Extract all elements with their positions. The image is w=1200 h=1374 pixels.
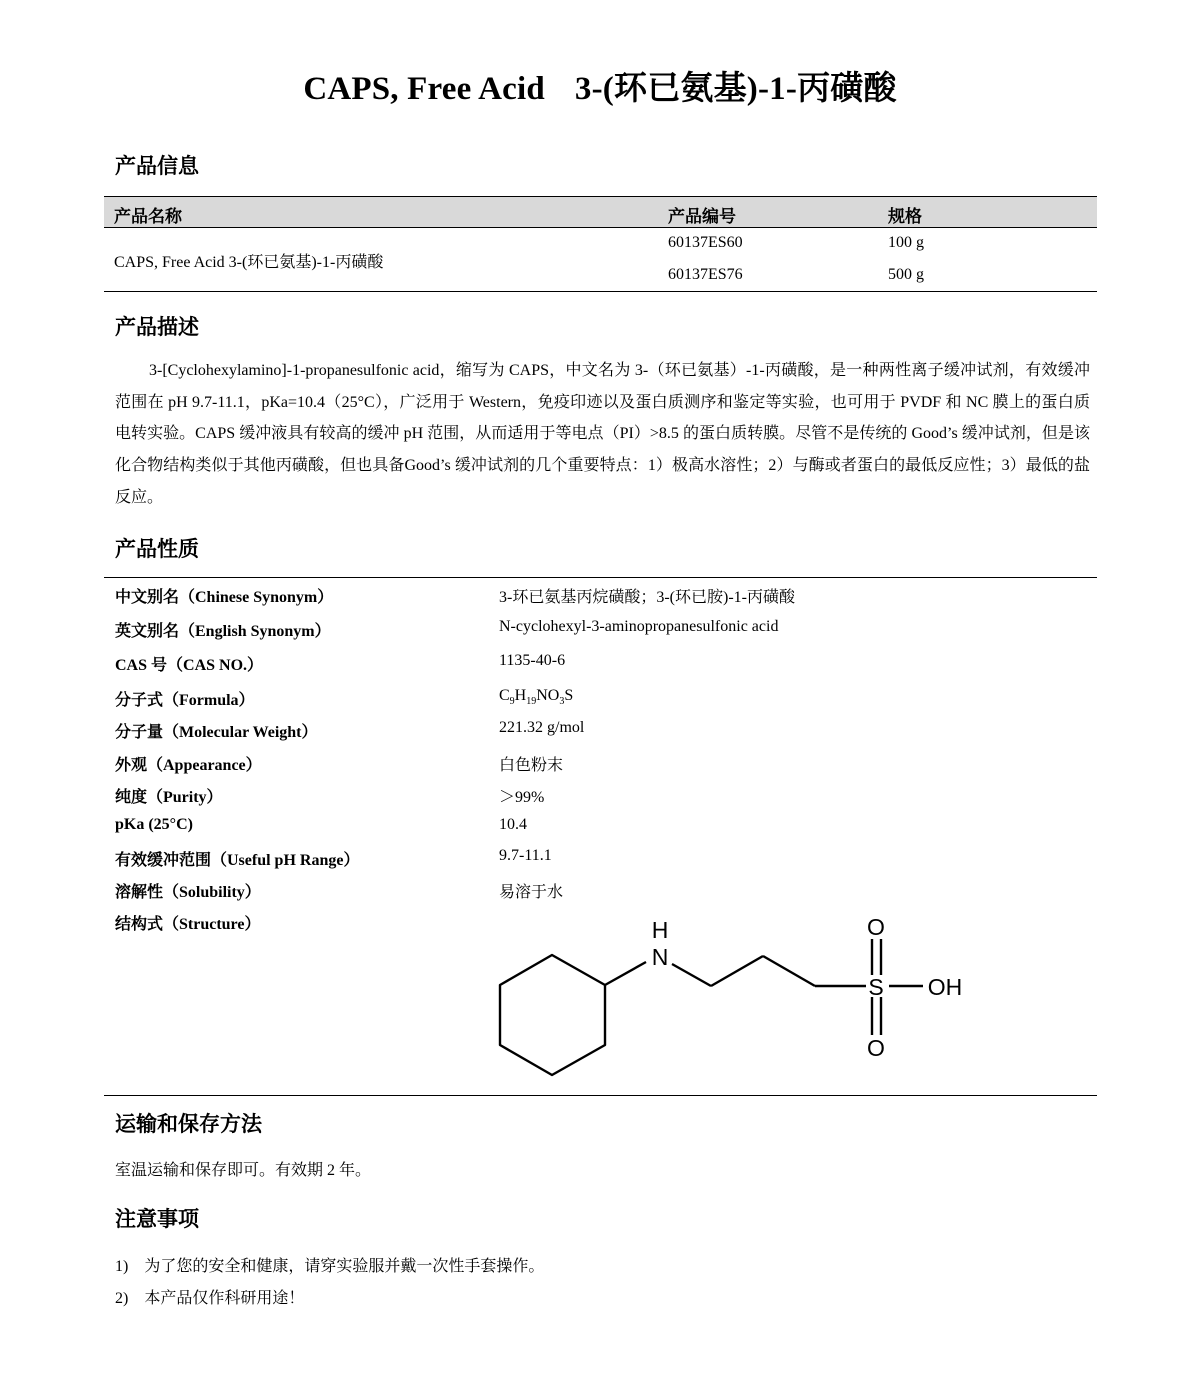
property-value: 易溶于水 bbox=[499, 884, 564, 901]
product-code-cell: 60137ES76 bbox=[668, 266, 743, 283]
property-row bbox=[115, 687, 1095, 711]
cyclohexane-ring bbox=[500, 955, 605, 1075]
property-value: 1135-40-6 bbox=[499, 652, 566, 669]
product-code-cell: 60137ES60 bbox=[668, 234, 743, 251]
property-value: 10.4 bbox=[499, 816, 527, 833]
property-row bbox=[115, 816, 1095, 840]
atom-o-top: O bbox=[867, 914, 885, 940]
product-size-cell: 100 g bbox=[888, 234, 924, 251]
bond-n-c1 bbox=[672, 964, 711, 986]
page-title bbox=[0, 62, 1200, 109]
column-header-size: 规格 bbox=[888, 207, 922, 226]
property-label: 英文别名（English Synonym） bbox=[115, 623, 331, 640]
properties-heading: 产品性质 bbox=[115, 537, 199, 561]
note-text: 为了您的安全和健康，请穿实验服并戴一次性手套操作。 bbox=[144, 1258, 545, 1275]
title-english: CAPS, Free Acid bbox=[303, 71, 545, 107]
property-label: 分子量（Molecular Weight） bbox=[115, 724, 318, 741]
notes-heading: 注意事项 bbox=[115, 1207, 199, 1231]
property-value: 白色粉末 bbox=[499, 757, 564, 774]
property-label: 纯度（Purity） bbox=[115, 789, 223, 806]
property-row bbox=[115, 584, 1095, 608]
atom-oh: OH bbox=[927, 974, 963, 1000]
description-heading: 产品描述 bbox=[115, 315, 199, 339]
note-item bbox=[115, 1253, 544, 1276]
product-size-cell: 500 g bbox=[888, 266, 924, 283]
property-row bbox=[115, 847, 1095, 871]
property-label: 结构式（Structure） bbox=[115, 916, 261, 933]
atom-s: S bbox=[868, 974, 884, 1000]
title-chinese: 3-(环已氨基)-1-丙磺酸 bbox=[574, 71, 897, 107]
property-value: 9.7-11.1 bbox=[499, 847, 552, 864]
property-label: CAS 号（CAS NO.） bbox=[115, 657, 264, 674]
bond-c1-c2 bbox=[711, 956, 763, 986]
properties-bottom-rule bbox=[104, 1095, 1097, 1096]
property-label: pKa (25°C) bbox=[115, 816, 193, 833]
note-number: 2) bbox=[115, 1290, 129, 1307]
property-value: N-cyclohexyl-3-aminopropanesulfonic acid bbox=[499, 618, 779, 635]
bond-ring-n bbox=[605, 962, 646, 985]
property-value: 3-环已氨基丙烷磺酸；3-(环已胺)-1-丙磺酸 bbox=[499, 589, 795, 606]
note-number: 1) bbox=[115, 1258, 129, 1275]
atom-o-bottom: O bbox=[867, 1035, 885, 1061]
note-item bbox=[115, 1285, 304, 1308]
property-label: 溶解性（Solubility） bbox=[115, 884, 261, 901]
property-label: 有效缓冲范围（Useful pH Range） bbox=[115, 852, 360, 869]
property-row bbox=[115, 652, 1095, 676]
column-header-name: 产品名称 bbox=[114, 207, 182, 226]
product-name-cell: CAPS, Free Acid 3-(环已氨基)-1-丙磺酸 bbox=[114, 254, 384, 271]
column-header-code: 产品编号 bbox=[668, 207, 736, 226]
atom-h: H bbox=[651, 917, 669, 943]
property-row bbox=[115, 784, 1095, 808]
chemical-structure bbox=[480, 905, 1000, 1085]
atom-n: N bbox=[651, 944, 669, 970]
product-info-heading: 产品信息 bbox=[115, 154, 199, 178]
molecular-formula: $C_9H_{19}NO_3S$ bbox=[499, 687, 574, 708]
table-bottom-rule bbox=[104, 291, 1097, 292]
property-row bbox=[115, 719, 1095, 743]
bond-c2-c3 bbox=[763, 956, 815, 986]
description-text: 3-[Cyclohexylamino]-1-propanesulfonic acid，缩写为 CAPS，中文名为 3-（环已氨基）-1-丙磺酸，是一种两性离子缓冲试剂，有效缓冲范围在 pH 9.7-11.1，pKa=10.4（25°C），广泛用于 Western，免疫印迹以及蛋白质测序和鉴定等实验，也可用于 PVDF 和 NC 膜上的蛋白质电转实验。CAPS 缓冲液具有较高的缓冲 pH 范围，从而适用于等电点（PI）>8.5 的蛋白质转膜。尽管不是传统的 Good’s 缓冲试剂，但是该化合物结构类似于其他丙磺酸，但也具备Good’s 缓冲试剂的几个重要特点：1）极高水溶性；2）与酶或者蛋白的最低反应性；3）最低的盐反应。 bbox=[115, 362, 1090, 506]
property-label: 外观（Appearance） bbox=[115, 757, 262, 774]
property-row bbox=[115, 618, 1095, 642]
storage-heading: 运输和保存方法 bbox=[115, 1112, 262, 1136]
property-value: 221.32 g/mol bbox=[499, 719, 585, 736]
storage-text: 室温运输和保存即可。有效期 2 年。 bbox=[115, 1162, 372, 1179]
note-text: 本产品仅作科研用途！ bbox=[144, 1290, 305, 1307]
properties-top-rule bbox=[104, 577, 1097, 578]
property-label: 中文别名（Chinese Synonym） bbox=[115, 589, 334, 606]
description-paragraph bbox=[115, 355, 1090, 514]
property-value: ＞99% bbox=[499, 789, 545, 806]
property-row bbox=[115, 752, 1095, 776]
property-row bbox=[115, 879, 1095, 903]
property-label: 分子式（Formula） bbox=[115, 692, 255, 709]
product-info-table-header bbox=[104, 196, 1097, 228]
